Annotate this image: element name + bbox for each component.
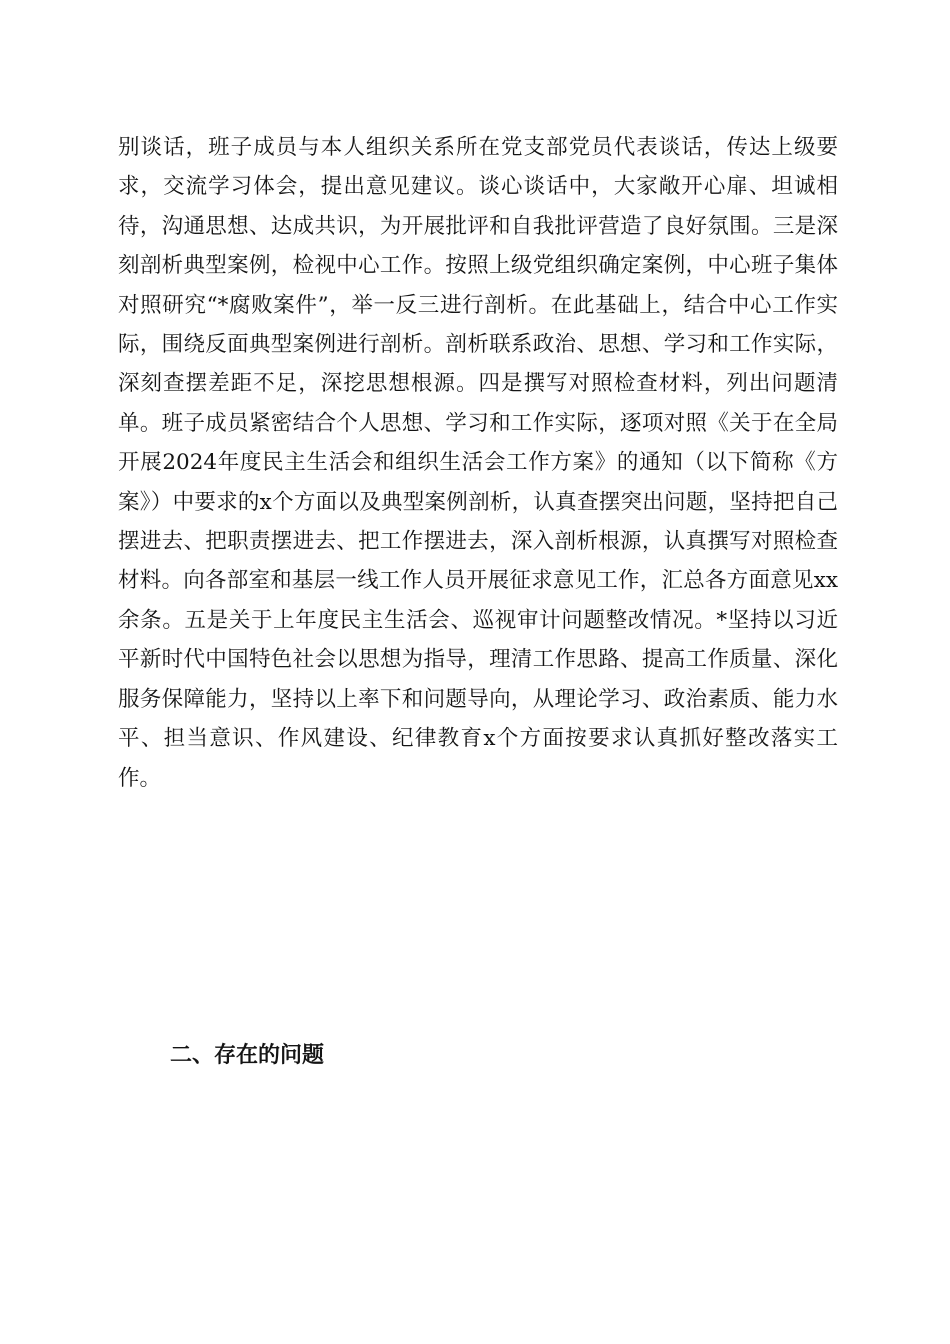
section-heading: 二、存在的问题 (170, 1043, 325, 1068)
body-paragraph: 别谈话，班子成员与本人组织关系所在党支部党员代表谈话，传达上级要求，交流学习体会，提出意见建议。谈心谈话中，大家敞开心扉、坦诚相待，沟通思想、达成共识，为开展批评和自我批评营造了良好氛围。三是深刻剖析典型案例，检视中心工作。按照上级党组织确定案例，中心班子集体对照研究“*腐败案件”，举一反三进行剖析。在此基础上，结合中心工作实际，围绕反面典型案例进行剖析。剖析联系政治、思想、学习和工作实际，深刻查摆差距不足，深挖思想根源。四是撰写对照检查材料，列出问题清单。班子成员紧密结合个人思想、学习和工作实际，逐项对照《关于在全局开展2024年度民主生活会和组织生活会工作方案》的通知（以下简称《方案》）中要求的x个方面以及典型案例剖析，认真查摆突出问题，坚持把自己摆进去、把职责摆进去、把工作摆进去，深入剖析根源，认真撰写对照检查材料。向各部室和基层一线工作人员开展征求意见工作，汇总各方面意见xx余条。五是关于上年度民主生活会、巡视审计问题整改情况。*坚持以习近平新时代中国特色社会以思想为指导，理清工作思路、提高工作质量、深化服务保障能力，坚持以上率下和问题导向，从理论学习、政治素质、能力水平、担当意识、作风建设、纪律教育x个方面按要求认真抓好整改落实工作。 (118, 135, 838, 791)
